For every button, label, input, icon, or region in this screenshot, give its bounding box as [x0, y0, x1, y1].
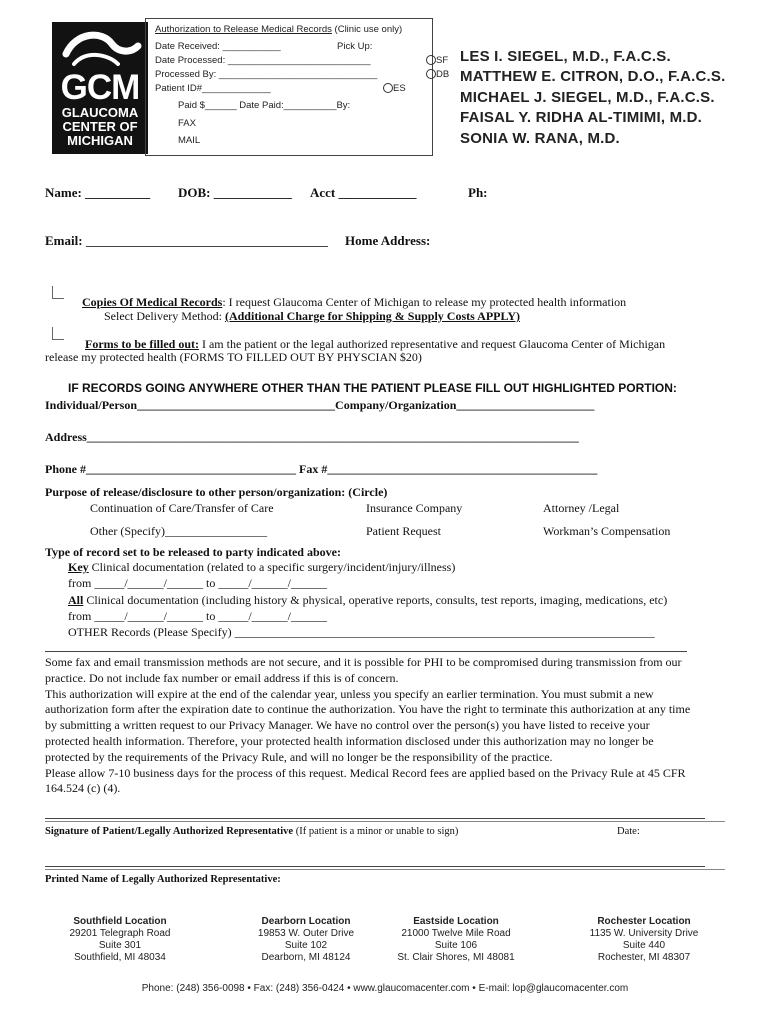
logo-mark: GCM — [60, 68, 140, 107]
third-party-heading: IF RECORDS GOING ANYWHERE OTHER THAN THE PATIENT PLEASE FILL OUT HIGHLIGHTED PORTION: — [68, 381, 677, 395]
logo-line-1: GLAUCOMA — [61, 105, 139, 120]
disclaimer-line: protected by the requirements of the Privacy Rule, and will no longer be the responsibility of the practice. — [45, 749, 553, 764]
disclaimer-line: Please allow 7-10 business days for the process of this request. Medical Record fees are applied based on the Privacy Rule at 45 CFR — [45, 765, 686, 780]
third-party-address-field[interactable]: Address__________________________________________________________________________________ — [45, 430, 579, 444]
location-title: Rochester Location — [597, 916, 691, 927]
signature-line[interactable] — [45, 818, 705, 819]
location-line: Dearborn, MI 48124 — [261, 952, 351, 963]
printed-name-label: Printed Name of Legally Authorized Representative: — [45, 874, 281, 885]
signature-label: Signature of Patient/Legally Authorized Representative (If patient is a minor or unable to sign) — [45, 826, 459, 837]
disclaimer-line: authorization form after the expiration date to continue the authorization. You have the right to terminate this authorization at any time — [45, 702, 691, 717]
location-line: 1135 W. University Drive — [589, 928, 699, 939]
location-rochester — [574, 916, 714, 964]
disclaimer-line: by submitting a written request to our Privacy Manager. We have no control over the person(s) you have listed to receive your — [45, 718, 650, 733]
all-record-option[interactable]: All Clinical documentation (including history & physical, operative reports, consults, test reports, imaging, medications, etc) — [68, 593, 668, 607]
divider — [45, 651, 687, 652]
location-line: Suite 301 — [98, 940, 142, 951]
processed-by-field[interactable]: Processed By: ______________________________ — [155, 69, 378, 80]
mail-option[interactable]: MAIL — [178, 135, 201, 146]
doctor-name: SONIA W. RANA, M.D. — [460, 130, 620, 147]
phone-field[interactable]: Ph: — [468, 185, 488, 200]
email-input-line[interactable] — [86, 246, 328, 247]
forms-checkbox[interactable] — [52, 327, 64, 340]
paid-field[interactable]: Paid $______ Date Paid:__________By: — [178, 100, 351, 111]
purpose-option[interactable]: Workman’s Compensation — [543, 524, 671, 538]
location-title: Eastside Location — [413, 916, 499, 927]
location-line: Suite 440 — [622, 940, 666, 951]
location-eastside — [386, 916, 526, 964]
gcm-logo — [52, 22, 148, 154]
fax-option[interactable]: FAX — [178, 118, 196, 129]
third-party-phone-fax-field[interactable]: Phone #___________________________________ Fax #_____________________________________________ — [45, 462, 598, 476]
clinic-box-title: Authorization to Release Medical Records (Clinic use only) — [155, 24, 403, 35]
sf-option[interactable]: SF — [426, 55, 448, 66]
printed-name-line-2 — [45, 869, 725, 870]
radio-circle-icon — [426, 55, 436, 65]
individual-company-field[interactable]: Individual/Person_________________________________Company/Organization_______________________ — [45, 398, 595, 412]
doctor-name: FAISAL Y. RIDHA AL-TIMIMI, M.D. — [460, 109, 703, 126]
copies-checkbox[interactable] — [52, 286, 64, 299]
name-field[interactable]: Name: __________ — [45, 185, 151, 200]
disclaimer — [45, 655, 725, 797]
location-line: Suite 106 — [434, 940, 478, 951]
pick-up-field[interactable]: Pick Up: — [337, 41, 373, 52]
all-date-range[interactable]: from _____/______/______ to _____/______/______ — [68, 609, 327, 623]
disclaimer-line: practice. Do not include fax number or email address if this is of concern. — [45, 670, 399, 685]
radio-circle-icon — [426, 69, 436, 79]
purpose-heading: Purpose of release/disclosure to other person/organization: (Circle) — [45, 485, 388, 499]
key-record-option[interactable]: Key Clinical documentation (related to a specific surgery/incident/injury/illness) — [68, 560, 456, 574]
acct-field[interactable]: Acct ____________ — [310, 185, 417, 200]
es-option[interactable]: ES — [383, 83, 406, 94]
date-processed-field[interactable]: Date Processed: ___________________________ — [155, 55, 371, 66]
forms-option-text: Forms to be filled out: I am the patient or the legal authorized representative and request Glaucoma Center of Michigan — [85, 337, 666, 351]
purpose-option[interactable]: Other (Specify)_________________ — [90, 524, 267, 538]
radio-circle-icon — [383, 83, 393, 93]
purpose-option[interactable]: Insurance Company — [366, 501, 463, 515]
home-address-field[interactable]: Home Address: — [345, 233, 431, 248]
location-line: 21000 Twelve Mile Road — [401, 928, 511, 939]
signature-line-2 — [45, 821, 725, 822]
patient-id-field[interactable]: Patient ID#_____________ — [155, 83, 271, 94]
logo-line-2: CENTER OF — [62, 119, 138, 134]
email-label: Email: — [45, 233, 83, 248]
location-line: 19853 W. Outer Drive — [257, 928, 355, 939]
doctor-name: MICHAEL J. SIEGEL, M.D., F.A.C.S. — [460, 89, 715, 106]
eye-swoosh-icon — [52, 24, 148, 72]
dob-field[interactable]: DOB: ____________ — [178, 185, 292, 200]
record-type-heading: Type of record set to be released to party indicated above: — [45, 545, 341, 559]
date-received-field[interactable]: Date Received: ___________ — [155, 41, 281, 52]
signature-date-label: Date: — [617, 826, 640, 837]
location-dearborn — [236, 916, 376, 964]
disclaimer-line: protected health information. Therefore, your protected health information disclosed under this authorization may no longer be — [45, 733, 654, 748]
purpose-option[interactable]: Patient Request — [366, 524, 441, 538]
location-line: Rochester, MI 48307 — [597, 952, 691, 963]
db-option[interactable]: DB — [426, 69, 449, 80]
location-line: St. Clair Shores, MI 48081 — [397, 952, 515, 963]
location-line: 29201 Telegraph Road — [69, 928, 171, 939]
disclaimer-line: Some fax and email transmission methods are not secure, and it is possible for PHI to be compromised during transmission from our — [45, 655, 682, 669]
forms-option-text-2: release my protected health (FORMS TO FILLED OUT BY PHYSCIAN $20) — [45, 350, 422, 364]
printed-name-line[interactable] — [45, 866, 705, 867]
location-title: Dearborn Location — [261, 916, 351, 927]
other-records-field[interactable]: OTHER Records (Please Specify) ______________________________________________________________________ — [68, 625, 655, 639]
purpose-option[interactable]: Attorney /Legal — [543, 501, 620, 515]
footer-contact: Phone: (248) 356-0098 • Fax: (248) 356-0424 • www.glaucomacenter.com • E-mail: lop@glaucomacenter.com — [141, 983, 629, 994]
location-title: Southfield Location — [73, 916, 167, 927]
delivery-method-text: Select Delivery Method: (Additional Charge for Shipping & Supply Costs APPLY) — [104, 309, 521, 323]
doctor-name: LES I. SIEGEL, M.D., F.A.C.S. — [460, 48, 671, 65]
location-southfield — [50, 916, 190, 964]
disclaimer-line: This authorization will expire at the end of the calendar year, unless you specify an earlier termination. You must submit a new — [45, 686, 654, 701]
location-line: Suite 102 — [284, 940, 328, 951]
copies-option-text: Copies Of Medical Records: I request Glaucoma Center of Michigan to release my protected health information — [82, 295, 627, 309]
purpose-option[interactable]: Continuation of Care/Transfer of Care — [90, 501, 274, 515]
doctor-name: MATTHEW E. CITRON, D.O., F.A.C.S. — [460, 68, 726, 85]
disclaimer-line: 164.524 (c) (4). — [45, 781, 121, 796]
logo-line-3: MICHIGAN — [67, 133, 133, 148]
key-date-range[interactable]: from _____/______/______ to _____/______/______ — [68, 576, 327, 590]
location-line: Southfield, MI 48034 — [74, 952, 166, 963]
